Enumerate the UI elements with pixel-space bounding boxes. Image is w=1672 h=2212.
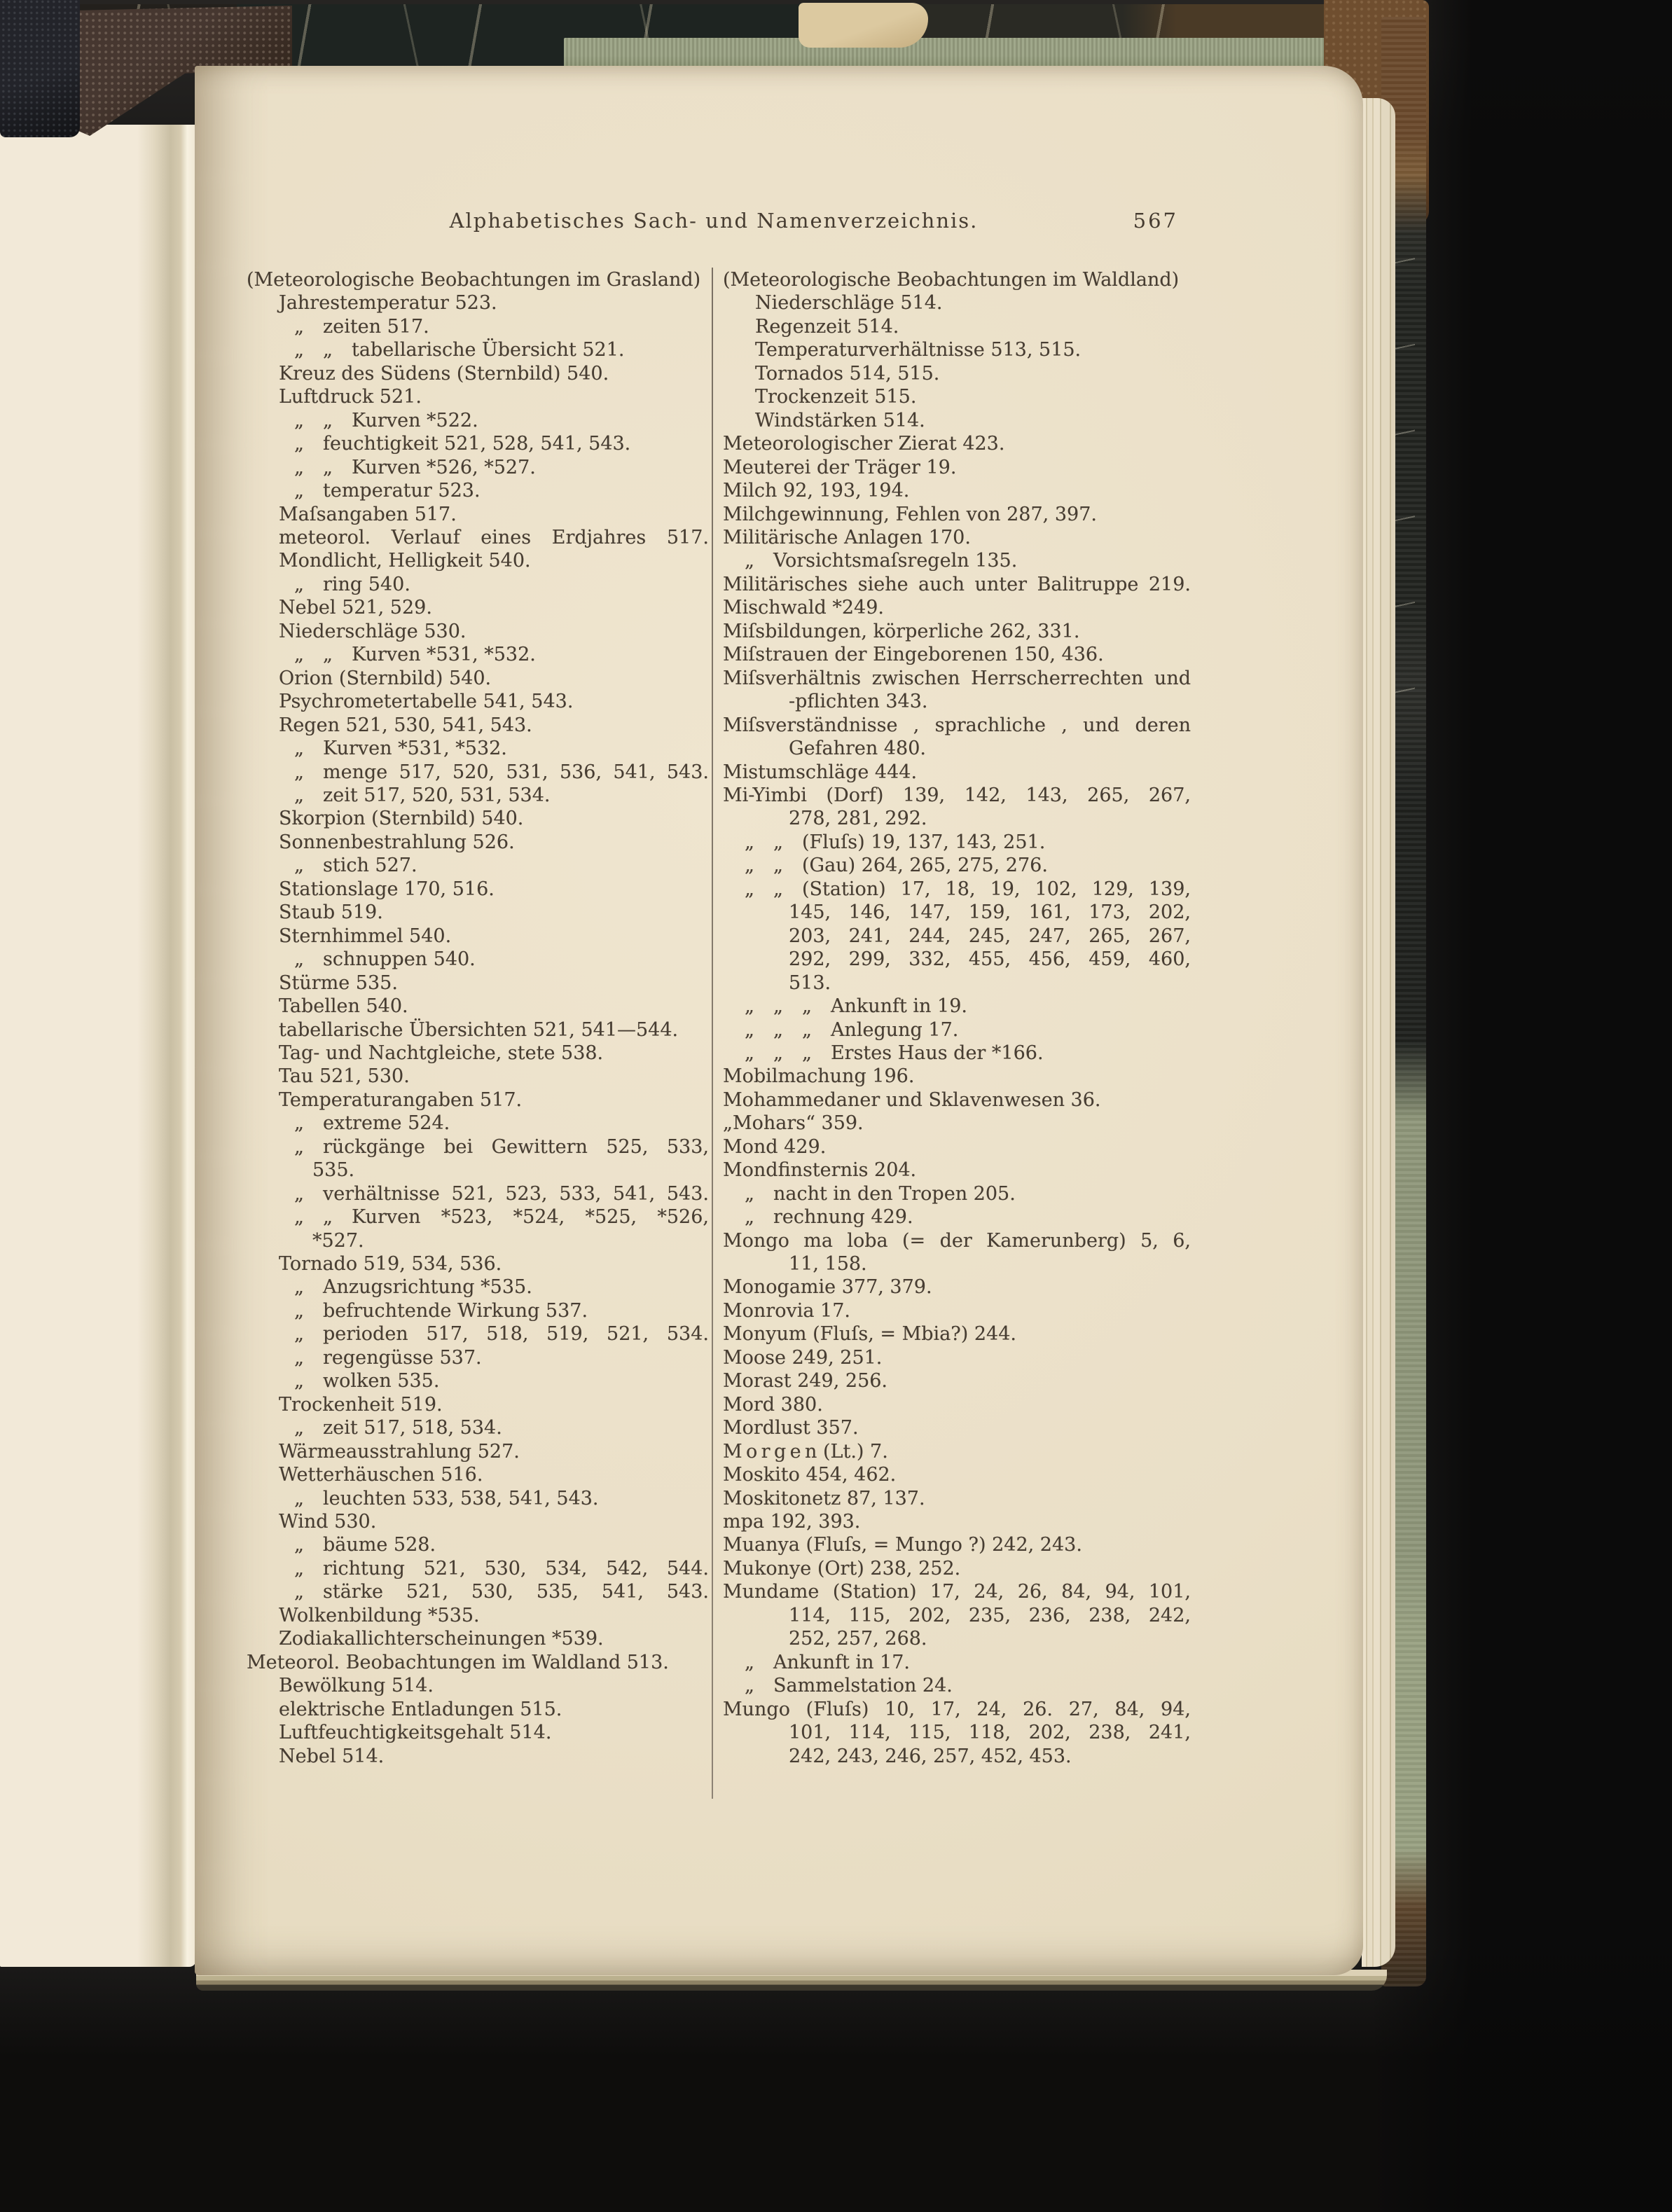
index-entry-line: Kreuz des Südens (Sternbild) 540. xyxy=(279,362,609,385)
index-entry-line: „ „ „ Ankunft in 19. xyxy=(745,995,967,1018)
index-entry-line: Wind 530. xyxy=(279,1511,377,1533)
index-entry-line: 252, 257, 268. xyxy=(789,1628,927,1650)
index-entry-line: Nebel 521, 529. xyxy=(279,597,432,619)
index-entry-line: „ Kurven *531, *532. xyxy=(294,738,507,760)
page-title: Alphabetisches Sach- und Namenverzeichnis. xyxy=(449,209,979,233)
index-entry-line: „ menge 517, 520, 531, 536, 541, 543. xyxy=(294,761,709,783)
index-entry-line: Mi-Yimbi (Dorf) 139, 142, 143, 265, 267, xyxy=(723,784,1191,806)
index-entry-line: *527. xyxy=(312,1229,364,1252)
index-entry-line: Mobilmachung 196. xyxy=(723,1065,915,1088)
index-entry-line: 278, 281, 292. xyxy=(789,808,927,830)
index-entry-line: Mongo ma loba (= der Kamerunberg) 5, 6, xyxy=(723,1229,1191,1252)
index-entry-line: „ rechnung 429. xyxy=(745,1206,913,1229)
index-entry-line: 145, 146, 147, 159, 161, 173, 202, xyxy=(789,901,1191,924)
index-entry-line: Mischwald *249. xyxy=(723,597,884,619)
column-divider xyxy=(712,268,713,1799)
index-entry-line: 292, 299, 332, 455, 456, 459, 460, xyxy=(789,948,1191,971)
index-entry-line: „ leuchten 533, 538, 541, 543. xyxy=(294,1487,599,1509)
index-entry-line: Bewölkung 514. xyxy=(279,1675,434,1697)
index-entry-line: Milchgewinnung, Fehlen von 287, 397. xyxy=(723,503,1097,525)
index-entry-line: Tag- und Nachtgleiche, stete 538. xyxy=(279,1042,604,1064)
index-entry-line: „ bäume 528. xyxy=(294,1534,436,1556)
page-header xyxy=(247,209,1181,237)
index-entry-line: 535. xyxy=(312,1159,355,1182)
cover-black-leather-corner xyxy=(0,0,80,137)
index-entry-line: Tornado 519, 534, 536. xyxy=(279,1253,502,1276)
index-entry-line: „ regengüsse 537. xyxy=(294,1346,482,1369)
index-entry-line: Mondlicht, Helligkeit 540. xyxy=(279,550,531,572)
index-entry-line: „ „ Kurven *526, *527. xyxy=(294,456,536,478)
index-entry-line: Morast 249, 256. xyxy=(723,1370,888,1392)
index-column-left xyxy=(247,268,709,1768)
index-entry-line: „ zeiten 517. xyxy=(294,315,429,338)
index-entry-line: (Meteorologische Beobachtungen im Grasland) xyxy=(247,269,701,291)
index-entry-line: Jahrestemperatur 523. xyxy=(279,292,497,314)
index-entry-line: „ Anzugsrichtung *535. xyxy=(294,1276,532,1299)
index-entry-line: „ zeit 517, 520, 531, 534. xyxy=(294,784,551,806)
index-entry-line: Wärmeausstrahlung 527. xyxy=(279,1440,520,1463)
index-entry-line: Meteorologischer Zierat 423. xyxy=(723,433,1005,455)
index-entry-line: Mukonye (Ort) 238, 252. xyxy=(723,1557,961,1579)
index-entry-line: Moskito 454, 462. xyxy=(723,1464,897,1486)
index-entry-line: „ befruchtende Wirkung 537. xyxy=(294,1299,588,1322)
index-entry-line: Tornados 514, 515. xyxy=(755,362,940,385)
index-entry-line: elektrische Entladungen 515. xyxy=(279,1698,562,1720)
index-entry-line: „ extreme 524. xyxy=(294,1112,450,1135)
index-entry-line: Monrovia 17. xyxy=(723,1299,850,1322)
index-entry-line: Miſsverhältnis zwischen Herrscherrechten und xyxy=(723,667,1191,689)
index-entry-line: Orion (Sternbild) 540. xyxy=(279,667,492,689)
index-entry-line: Luftdruck 521. xyxy=(279,386,422,408)
index-entry-line: Militärisches siehe auch unter Balitruppe 219. xyxy=(723,573,1191,595)
index-entry-line: Maſsangaben 517. xyxy=(279,503,457,525)
index-entry-line: Miſstrauen der Eingeborenen 150, 436. xyxy=(723,644,1104,666)
cover-worn-patch xyxy=(799,3,928,48)
index-entry-line: Miſsbildungen, körperliche 262, 331. xyxy=(723,620,1080,642)
index-entry-line: „ Sammelstation 24. xyxy=(745,1675,953,1697)
index-entry-line: Gefahren 480. xyxy=(789,738,927,760)
index-entry-line: „ temperatur 523. xyxy=(294,480,481,502)
index-entry-line: „ verhältnisse 521, 523, 533, 541, 543. xyxy=(294,1182,709,1205)
page-stack-fore-edge xyxy=(1362,98,1395,1967)
index-entry-line: Monogamie 377, 379. xyxy=(723,1276,932,1299)
index-entry-line: „ richtung 521, 530, 534, 542, 544. xyxy=(294,1557,709,1579)
index-entry-line: Temperaturverhältnisse 513, 515. xyxy=(755,339,1082,361)
index-entry-line: 11, 158. xyxy=(789,1253,867,1276)
index-entry-line: „ „ (Fluſs) 19, 137, 143, 251. xyxy=(745,831,1046,853)
index-entry-line: „ zeit 517, 518, 534. xyxy=(294,1417,502,1439)
index-entry-line: „ schnuppen 540. xyxy=(294,948,476,971)
index-entry-line: meteorol. Verlauf eines Erdjahres 517. xyxy=(279,526,709,548)
index-entry-line: „ „ „ Erstes Haus der *166. xyxy=(745,1042,1044,1064)
index-entry-line: „ rückgänge bei Gewittern 525, 533, xyxy=(294,1135,709,1158)
index-entry-line: „Mohars“ 359. xyxy=(723,1112,864,1135)
index-entry-line: Mistumschläge 444. xyxy=(723,761,918,783)
index-entry-line: Luftfeuchtigkeitsgehalt 514. xyxy=(279,1722,552,1744)
index-entry-line: Temperaturangaben 517. xyxy=(279,1088,523,1111)
index-entry-line: Milch 92, 193, 194. xyxy=(723,480,910,502)
index-entry-line: Regen 521, 530, 541, 543. xyxy=(279,714,532,736)
index-entry-line: „ nacht in den Tropen 205. xyxy=(745,1182,1016,1205)
index-entry-line: tabellarische Übersichten 521, 541—544. xyxy=(279,1018,679,1041)
index-entry-line: Staub 519. xyxy=(279,901,383,924)
book-page xyxy=(195,66,1363,1975)
index-entry-line: mpa 192, 393. xyxy=(723,1511,861,1533)
index-entry-line: Moskitonetz 87, 137. xyxy=(723,1487,925,1509)
index-entry-line: Niederschläge 530. xyxy=(279,620,467,642)
index-entry-line: Niederschläge 514. xyxy=(755,292,943,314)
index-entry-line: (Meteorologische Beobachtungen im Waldland) xyxy=(723,269,1180,291)
index-entry-line: Meuterei der Träger 19. xyxy=(723,456,957,478)
index-entry-line: „ wolken 535. xyxy=(294,1370,440,1392)
index-entry-line: Regenzeit 514. xyxy=(755,315,899,338)
index-entry-line: „ ring 540. xyxy=(294,573,410,595)
index-entry-line: Trockenheit 519. xyxy=(279,1393,443,1416)
index-entry-line: Militärische Anlagen 170. xyxy=(723,526,971,548)
index-entry-line: Mundame (Station) 17, 24, 26, 84, 94, 101, xyxy=(723,1581,1191,1603)
index-entry-line: Wetterhäuschen 516. xyxy=(279,1464,483,1486)
index-entry-line: 513. xyxy=(789,972,831,994)
index-entry-line: „ Ankunft in 17. xyxy=(745,1651,910,1673)
index-entry-line: „ „ Kurven *522. xyxy=(294,409,478,431)
index-entry-line: 114, 115, 202, 235, 236, 238, 242, xyxy=(789,1604,1191,1626)
index-entry-line: -pflichten 343. xyxy=(789,691,928,713)
index-entry-line: „ „ (Gau) 264, 265, 275, 276. xyxy=(745,855,1048,877)
index-entry-line: M o r g e n (Lt.) 7. xyxy=(723,1440,888,1463)
index-entry-line: Stürme 535. xyxy=(279,972,398,994)
index-entry-line: Mordlust 357. xyxy=(723,1417,859,1439)
index-entry-line: 242, 243, 246, 257, 452, 453. xyxy=(789,1745,1072,1767)
index-entry-line: „ perioden 517, 518, 519, 521, 534. xyxy=(294,1323,709,1346)
index-entry-line: „ feuchtigkeit 521, 528, 541, 543. xyxy=(294,433,631,455)
index-entry-line: „ Vorsichtsmaſsregeln 135. xyxy=(745,550,1018,572)
index-entry-line: Stationslage 170, 516. xyxy=(279,878,495,900)
index-entry-line: Sternhimmel 540. xyxy=(279,925,452,947)
index-entry-line: Trockenzeit 515. xyxy=(755,386,917,408)
index-entry-line: Meteorol. Beobachtungen im Waldland 513. xyxy=(247,1651,669,1673)
index-entry-line: 203, 241, 244, 245, 247, 265, 267, xyxy=(789,925,1191,947)
index-entry-line: Sonnenbestrahlung 526. xyxy=(279,831,515,853)
index-entry-line: Windstärken 514. xyxy=(755,409,925,431)
index-entry-line: Wolkenbildung *535. xyxy=(279,1604,480,1626)
index-entry-line: Nebel 514. xyxy=(279,1745,385,1767)
index-entry-line: Monyum (Fluſs, = Mbia?) 244. xyxy=(723,1323,1017,1346)
index-entry-line: Zodiakallichterscheinungen *539. xyxy=(279,1628,604,1650)
index-entry-line: Mohammedaner und Sklavenwesen 36. xyxy=(723,1088,1101,1111)
index-entry-line: Mond 429. xyxy=(723,1135,827,1158)
index-entry-line: „ stich 527. xyxy=(294,855,417,877)
index-entry-line: 101, 114, 115, 118, 202, 238, 241, xyxy=(789,1722,1191,1744)
index-column-right xyxy=(723,268,1191,1768)
index-entry-line: Moose 249, 251. xyxy=(723,1346,883,1369)
index-entry-line: Psychrometertabelle 541, 543. xyxy=(279,691,574,713)
index-entry-line: Mord 380. xyxy=(723,1393,823,1416)
index-entry-line: Muanya (Fluſs, = Mungo ?) 242, 243. xyxy=(723,1534,1082,1556)
index-entry-line: „ „ „ Anlegung 17. xyxy=(745,1018,959,1041)
index-entry-line: Mondfinsternis 204. xyxy=(723,1159,917,1182)
index-entry-line: Tau 521, 530. xyxy=(279,1065,410,1088)
index-entry-line: Skorpion (Sternbild) 540. xyxy=(279,808,524,830)
index-entry-line: „ „ Kurven *523, *524, *525, *526, xyxy=(294,1206,709,1229)
index-entry-line: „ „ (Station) 17, 18, 19, 102, 129, 139, xyxy=(745,878,1191,900)
index-entry-line: Mungo (Fluſs) 10, 17, 24, 26. 27, 84, 94, xyxy=(723,1698,1191,1720)
index-entry-line: „ „ tabellarische Übersicht 521. xyxy=(294,339,625,361)
index-entry-line: „ stärke 521, 530, 535, 541, 543. xyxy=(294,1581,709,1603)
index-entry-line: Miſsverständnisse , sprachliche , und deren xyxy=(723,714,1191,736)
previous-page-edge xyxy=(0,125,196,1967)
page-number: 567 xyxy=(1133,209,1178,233)
index-entry-line: „ „ Kurven *531, *532. xyxy=(294,644,536,666)
index-entry-line: Tabellen 540. xyxy=(279,995,408,1018)
